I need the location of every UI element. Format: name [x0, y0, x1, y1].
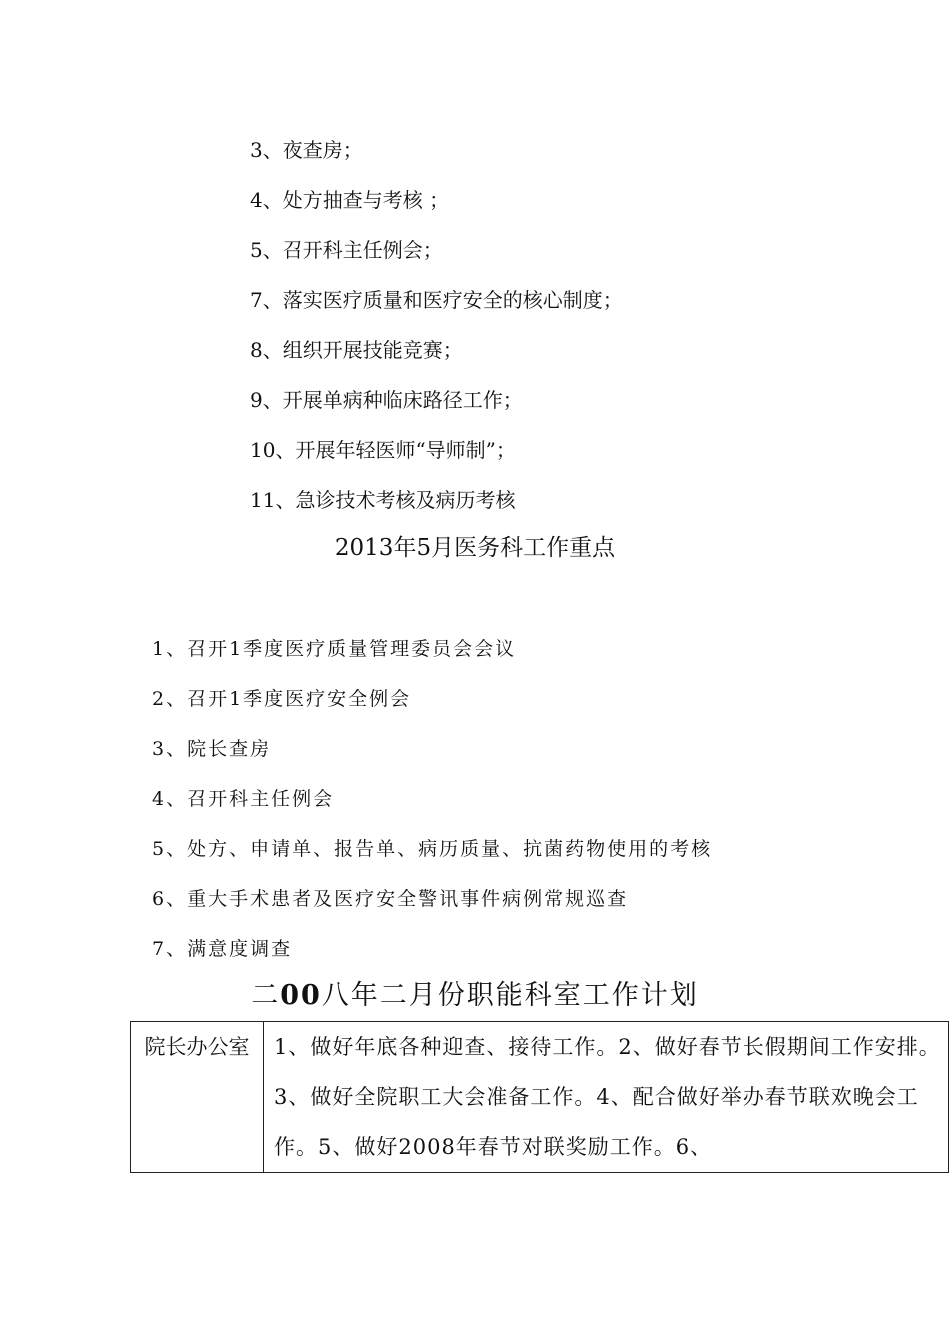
- work-plan-table: [130, 1021, 949, 1173]
- title-part-bold: 00: [280, 980, 322, 1011]
- list-item: 10、开展年轻医师“导师制”；: [250, 438, 516, 462]
- key-points-list: [152, 630, 712, 980]
- list-item: 8、组织开展技能竞赛；: [250, 338, 463, 362]
- list-item: 7、落实医疗质量和医疗安全的核心制度；: [250, 288, 623, 312]
- list-item: 5、召开科主任例会；: [250, 238, 443, 262]
- section-title-may-2013: 2013年5月医务科工作重点: [334, 535, 616, 561]
- list-item: 4、召开科主任例会: [152, 788, 335, 810]
- list-item: 11、急诊技术考核及病历考核: [250, 488, 516, 512]
- list-item: 3、院长查房: [152, 738, 272, 760]
- list-item: 9、开展单病种临床路径工作；: [250, 388, 523, 412]
- section-title-feb-plan: [0, 976, 950, 1016]
- title-part: 二: [251, 980, 281, 1011]
- plan-content-cell: 1、做好年底各种迎查、接待工作。2、做好春节长假期间工作安排。3、做好全院职工大会准备工作。4、配合做好举办春节联欢晚会工作。5、做好2008年春节对联奖励工作。6、: [264, 1022, 949, 1173]
- list-item: 2、召开1季度医疗安全例会: [152, 688, 412, 710]
- list-item: 6、重大手术患者及医疗安全警讯事件病例常规巡查: [152, 888, 629, 910]
- department-cell: 院长办公室: [131, 1022, 264, 1173]
- list-item: 4、处方抽查与考核 ；: [250, 188, 450, 212]
- work-items-list: [250, 131, 623, 531]
- title-part: 八年二月份职能科室工作计划: [321, 980, 699, 1011]
- list-item: 3、夜查房；: [250, 138, 363, 162]
- list-item: 5、处方、申请单、报告单、病历质量、抗菌药物使用的考核: [152, 838, 713, 860]
- list-item: 7、满意度调查: [152, 938, 293, 960]
- list-item: 1、召开1季度医疗质量管理委员会会议: [152, 638, 517, 660]
- table-row: [131, 1022, 949, 1173]
